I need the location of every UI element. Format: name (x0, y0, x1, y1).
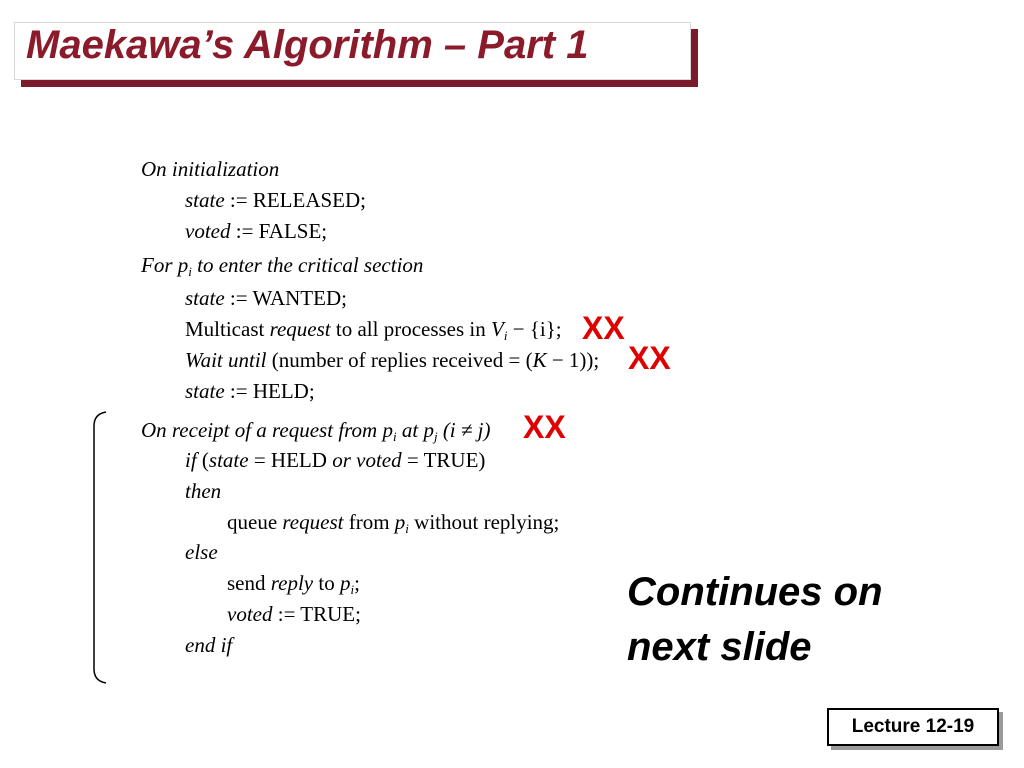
queue-line (227, 510, 559, 534)
pj-sub: j (433, 429, 438, 444)
pi-sub: i (188, 264, 192, 279)
red-x-mark-2: XX (628, 340, 671, 376)
lecture-label: Lecture 12-19 (827, 708, 999, 746)
assign-held: := HELD; (224, 379, 315, 403)
receipt-text: On receipt of a request from (141, 418, 383, 442)
else-kw: else (185, 540, 218, 564)
enter-header (141, 253, 423, 277)
pi-sub: i (350, 582, 355, 597)
request-kw: request (282, 510, 344, 534)
wait-until-kw: Wait until (185, 348, 267, 372)
from-txt: from (343, 510, 395, 534)
init-header: On initialization (141, 157, 280, 181)
pi-p: p (394, 510, 406, 534)
state-kw: state (185, 379, 225, 403)
pj-p: p (423, 418, 434, 442)
if-true: = TRUE) (401, 448, 486, 472)
send-prefix: send (227, 571, 271, 595)
assign-true: := TRUE; (272, 602, 361, 626)
send-line (227, 571, 360, 595)
k-var: K (532, 348, 547, 372)
wait-end: − 1)); (546, 348, 600, 372)
receipt-at: at (396, 418, 424, 442)
wait-rest: (number of replies received = ( (266, 348, 533, 372)
vi-sub: i (503, 328, 508, 343)
state-kw: state (185, 286, 225, 310)
pi-p: p (177, 253, 189, 277)
continues-line-2: next slide (627, 625, 812, 669)
voted-kw: voted (227, 602, 273, 626)
state-kw: state (185, 188, 225, 212)
assign-false: := FALSE; (230, 219, 328, 243)
wait-line (185, 348, 599, 372)
multicast-prefix: Multicast (185, 317, 270, 341)
assign-wanted: := WANTED; (224, 286, 347, 310)
pi-sub: i (392, 429, 397, 444)
or-kw: or (332, 448, 351, 472)
red-x-mark-1: XX (582, 310, 625, 346)
pi-p: p (339, 571, 351, 595)
receipt-header (141, 418, 491, 442)
voted-kw: voted (185, 219, 231, 243)
voted-true-line (227, 602, 361, 626)
if-open: ( (196, 448, 209, 472)
multicast-mid: to all processes in (330, 317, 492, 341)
continues-line-1: Continues on (627, 570, 883, 614)
then-kw: then (185, 479, 222, 503)
vi-v: V (491, 317, 504, 341)
multicast-line (185, 317, 562, 341)
without-replying: without replying; (408, 510, 560, 534)
red-x-mark-3: XX (523, 409, 566, 445)
pi-p: p (382, 418, 393, 442)
assign-released: := RELEASED; (224, 188, 367, 212)
multicast-set: − {i}; (507, 317, 562, 341)
request-kw: request (269, 317, 331, 341)
state-kw: state (208, 448, 249, 472)
to-txt: to (313, 571, 340, 595)
pi-sub: i (405, 521, 409, 536)
end-if-kw: end if (185, 633, 233, 657)
init-state-line (185, 188, 366, 212)
held-line (185, 379, 315, 403)
enter-state-line (185, 286, 347, 310)
slide-title: Maekawa’s Algorithm – Part 1 (26, 23, 589, 67)
if-kw: if (185, 448, 197, 472)
queue-prefix: queue (227, 510, 283, 534)
enter-for: For (141, 253, 178, 277)
init-voted-line (185, 219, 327, 243)
voted-kw: voted (356, 448, 402, 472)
receipt-cond: (i ≠ j) (437, 418, 491, 442)
if-line (185, 448, 485, 472)
if-held: = HELD (248, 448, 333, 472)
left-brace-icon (86, 410, 110, 685)
reply-kw: reply (270, 571, 314, 595)
semicolon: ; (354, 571, 360, 595)
continues-note (627, 565, 883, 675)
enter-rest: to enter the critical section (191, 253, 424, 277)
